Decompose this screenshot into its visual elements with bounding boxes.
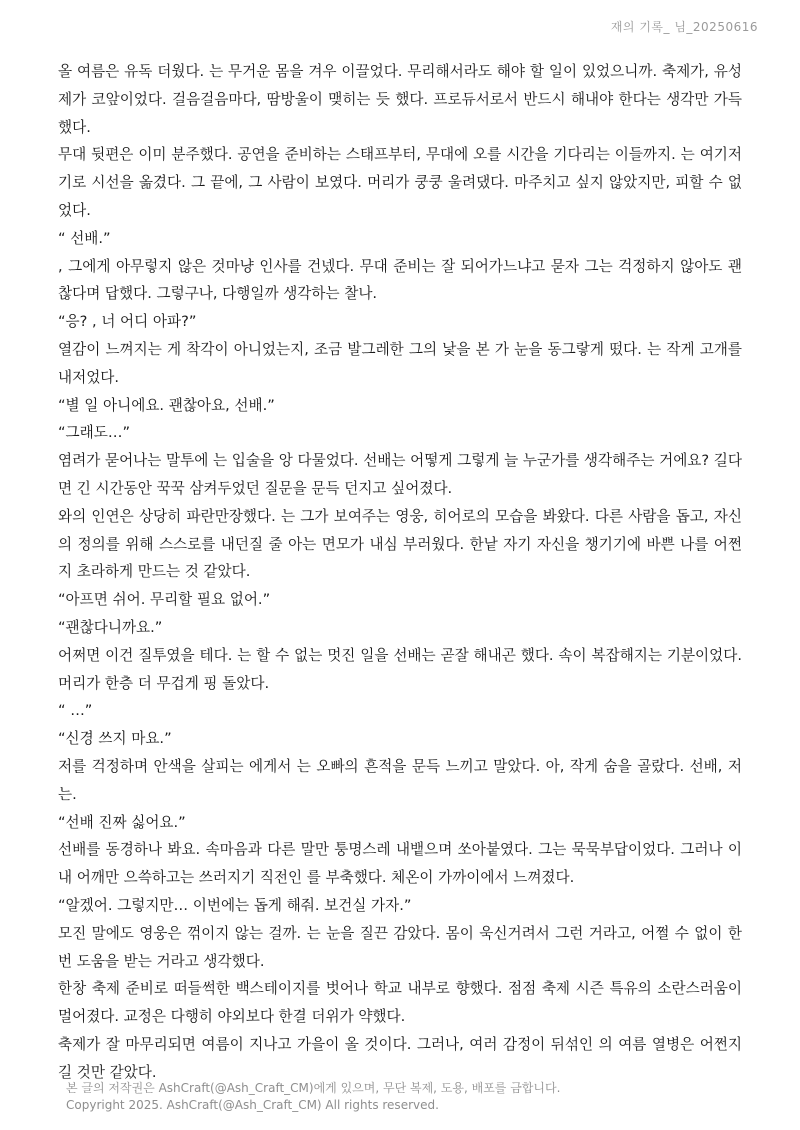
paragraph: “선배 진짜 싫어요.”: [58, 813, 186, 831]
paragraph: 올 여름은 유독 더웠다. 는 무거운 몸을 겨우 이끌었다. 무리해서라도 해야 할 일이 있었으니까. 축제가, 유성제가 코앞이었다. 걸음걸음마다, 땀방울이 맺히는 듯 했다. 프로듀서로서 반드시 해내야 한다는 생각만 가득했다.: [58, 63, 742, 136]
paragraph: 열감이 느껴지는 게 착각이 아니었는지, 조금 발그레한 그의 낯을 본 가 눈을 동그랗게 떴다. 는 작게 고개를 내저었다.: [58, 340, 742, 386]
page-header: 재의 기록_ 님_20250616: [610, 20, 758, 34]
paragraph: “ 선배.”: [58, 229, 111, 247]
paragraph: “그래도…”: [58, 424, 131, 442]
paragraph: 저를 걱정하며 안색을 살피는 에게서 는 오빠의 흔적을 문득 느끼고 말았다. 아, 작게 숨을 골랐다. 선배, 저는.: [58, 757, 742, 803]
paragraph: “ …”: [58, 702, 93, 720]
paragraph: “알겠어. 그렇지만… 이번에는 돕게 해줘. 보건실 가자.”: [58, 896, 412, 914]
paragraph: “신경 쓰지 마요.”: [58, 730, 172, 748]
paragraph: 모진 말에도 영웅은 꺾이지 않는 걸까. 는 눈을 질끈 감았다. 몸이 욱신거려서 그런 거라고, 어쩔 수 없이 한 번 도움을 받는 거라고 생각했다.: [58, 924, 742, 970]
copyright-footer: [66, 1080, 560, 1114]
story-body: [58, 58, 742, 1086]
paragraph: 한창 축제 준비로 떠들썩한 백스테이지를 벗어나 학교 내부로 향했다. 점점 축제 시즌 특유의 소란스러움이 멀어졌다. 교정은 다행히 야외보다 한결 더위가 약했다.: [58, 980, 742, 1026]
paragraph: 염려가 묻어나는 말투에 는 입술을 앙 다물었다. 선배는 어떻게 그렇게 늘 누군가를 생각해주는 거에요? 길다면 긴 시간동안 꾹꾹 삼켜두었던 질문을 문득 던지고 싶어졌다.: [58, 452, 742, 497]
paragraph: “응? , 너 어디 아파?”: [58, 313, 197, 331]
paragraph: “괜찮다니까요.”: [58, 618, 163, 636]
paragraph: 어쩌면 이건 질투였을 테다. 는 할 수 없는 멋진 일을 선배는 곧잘 해내곤 했다. 속이 복잡해지는 기분이었다. 머리가 한층 더 무겁게 핑 돌았다.: [58, 646, 742, 692]
paragraph: “별 일 아니에요. 괜찮아요, 선배.”: [58, 396, 275, 414]
copyright-notice-english: Copyright 2025. AshCraft(@Ash_Craft_CM) All rights reserved.: [66, 1098, 439, 1112]
paragraph: “아프면 쉬어. 무리할 필요 없어.”: [58, 591, 271, 609]
paragraph: 축제가 잘 마무리되면 여름이 지나고 가을이 올 것이다. 그러나, 여러 감정이 뒤섞인 의 여름 열병은 어쩐지 길 것만 같았다.: [58, 1035, 742, 1081]
paragraph: , 그에게 아무렇지 않은 것마냥 인사를 건넸다. 무대 준비는 잘 되어가느냐고 묻자 그는 걱정하지 않아도 괜찮다며 답했다. 그렇구나, 다행일까 생각하는 찰나.: [58, 257, 742, 303]
copyright-notice-korean: 본 글의 저작권은 AshCraft(@Ash_Craft_CM)에게 있으며, 무단 복제, 도용, 배포를 금합니다.: [66, 1081, 561, 1095]
paragraph: 선배를 동경하나 봐요. 속마음과 다른 말만 퉁명스레 내뱉으며 쏘아붙였다. 그는 묵묵부답이었다. 그러나 이내 어깨만 으쓱하고는 쓰러지기 직전인 를 부축했다. 체온이 가까이에서 느껴졌다.: [58, 841, 742, 887]
paragraph: 무대 뒷편은 이미 분주했다. 공연을 준비하는 스태프부터, 무대에 오를 시간을 기다리는 이들까지. 는 여기저기로 시선을 옮겼다. 그 끝에, 그 사람이 보였다. 머리가 쿵쿵 울려댔다. 마주치고 싶지 않았지만, 피할 수 없었다.: [58, 146, 742, 219]
paragraph: 와의 인연은 상당히 파란만장했다. 는 그가 보여주는 영웅, 히어로의 모습을 봐왔다. 다른 사람을 돕고, 자신의 정의를 위해 스스로를 내던질 줄 아는 면모가 내심 부러웠다. 한낱 자기 자신을 챙기기에 바쁜 나를 어쩐지 초라하게 만드는 것 같았다.: [58, 507, 742, 581]
